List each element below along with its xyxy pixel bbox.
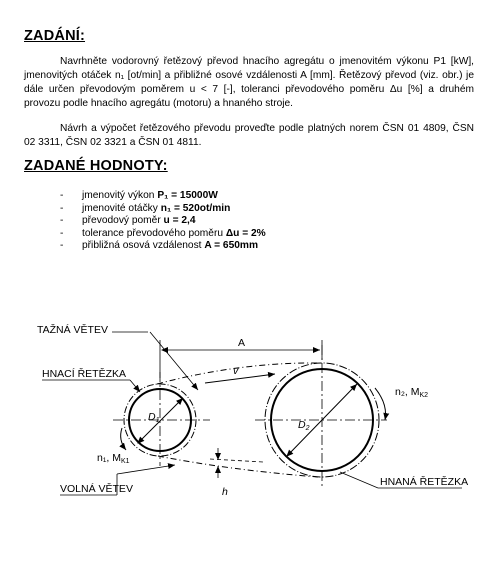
driven-speed-label: n₂, MK2 — [395, 386, 429, 399]
value: u = 2,4 — [163, 215, 196, 227]
d1-label: D1 — [148, 411, 160, 424]
value-label: jmenovitý výkon — [82, 190, 158, 201]
velocity-label: v — [233, 365, 239, 377]
value: Δu = 2% — [225, 227, 266, 239]
tight-branch-label: TAŽNÁ VĚTEV — [37, 324, 108, 336]
driving-speed-label: n₁, MK1 — [97, 452, 130, 465]
driven-sprocket-label: HNANÁ ŘETĚZKA — [380, 476, 469, 488]
dimension-A — [160, 337, 322, 378]
value: P₁ = 15000W — [157, 190, 218, 201]
slack-chain-branch — [158, 456, 318, 477]
sag-label: h — [222, 486, 228, 498]
driving-sprocket — [113, 372, 210, 466]
value-label: jmenovité otáčky — [82, 202, 161, 214]
d2-label: D2 — [298, 419, 310, 432]
slack-branch-label: VOLNÁ VĚTEV — [60, 483, 133, 495]
heading-given-values: ZADANÉ HODNOTY: — [24, 158, 168, 174]
value: n₁ = 520ot/min — [160, 202, 231, 214]
driving-rotation-arrow — [121, 428, 126, 450]
driving-sprocket-label: HNACÍ ŘETĚZKA — [42, 368, 127, 380]
dimension-A-label: A — [238, 337, 246, 349]
value-label: převodový poměr — [82, 215, 164, 227]
value-label: tolerance převodového poměru — [82, 227, 226, 239]
paragraph-assignment-text: Navrhněte vodorovný řetězový převod hnacího agregátu o jmenovitém výkonu P1 [kW], jmenovitých otáček n₁ [ot/min] a přibližné osové vzdálenosti A [mm]. Řetězový převod (viz. obr.) je dále určen převodovým poměrem u < 7 [-], toleranci převodového poměru Δu [%] a druhém provozu podle hnacího agregátu (motoru) a hnaného stroje. — [24, 56, 474, 109]
paragraph-standards-text: Návrh a výpočet řetězového převodu proveďte podle platných norem ČSN 01 4809, ČSN 02 3311, ČSN 02 3321 a ČSN 01 4811. — [24, 123, 474, 148]
tight-chain-branch — [157, 363, 320, 384]
heading-assignment: ZADÁNÍ: — [24, 28, 86, 44]
driven-sprocket — [255, 345, 387, 487]
value-label: přibližná osová vzdálenost — [82, 240, 205, 252]
value: A = 650mm — [204, 240, 259, 252]
